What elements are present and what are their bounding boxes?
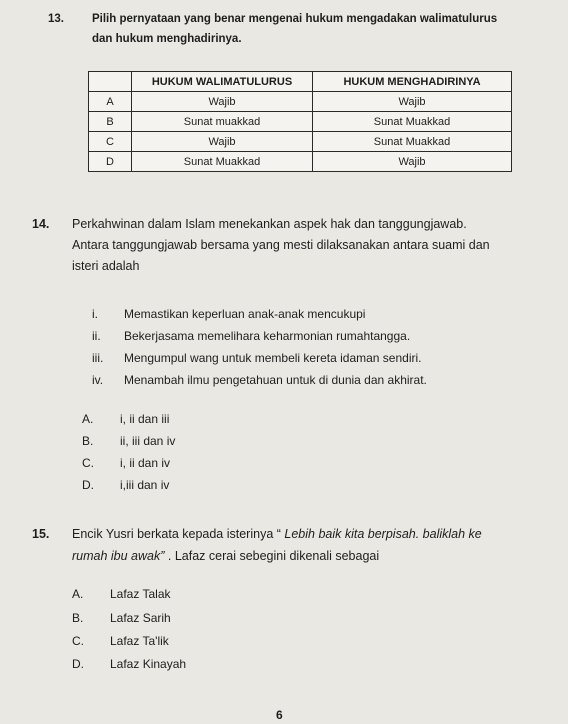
table-row xyxy=(89,152,512,172)
q15-stem-text-end: . Lafaz cerai sebegini dikenali sebagai xyxy=(164,549,380,563)
q14-roman-iv: iv. xyxy=(92,373,104,387)
q15-stem-quote: Lebih baik kita berpisah. baliklah ke xyxy=(284,527,482,541)
q13-answer-table xyxy=(88,71,512,172)
q14-stem-line1: Perkahwinan dalam Islam menekankan aspek hak dan tanggungjawab. xyxy=(72,217,467,231)
table-cell: Sunat muakkad xyxy=(132,112,313,132)
q13-stem-line2: dan hukum menghadirinya. xyxy=(92,33,242,45)
q13-stem-line1: Pilih pernyataan yang benar mengenai hukum mengadakan walimatulurus xyxy=(92,13,498,25)
table-header-cell: HUKUM WALIMATULURUS xyxy=(132,72,313,92)
table-cell: B xyxy=(89,112,132,132)
q15-option-b-letter: B. xyxy=(72,611,84,625)
table-cell: A xyxy=(89,92,132,112)
table-cell: Sunat Muakkad xyxy=(313,132,512,152)
page-number: 6 xyxy=(276,708,283,722)
q14-statement-iii: Mengumpul wang untuk membeli kereta idaman sendiri. xyxy=(124,351,422,365)
table-cell: C xyxy=(89,132,132,152)
q15-number: 15. xyxy=(32,527,50,541)
q14-roman-i: i. xyxy=(92,307,98,321)
q15-option-a-letter: A. xyxy=(72,587,84,601)
table-cell: Wajib xyxy=(313,152,512,172)
q14-stem-line3: isteri adalah xyxy=(72,259,140,273)
q15-stem-quote-end: rumah ibu awak” xyxy=(72,549,165,563)
table-cell: Wajib xyxy=(132,92,313,112)
q15-stem-line2 xyxy=(72,546,379,566)
q15-option-c-letter: C. xyxy=(72,634,84,648)
q15-option-b[interactable]: Lafaz Sarih xyxy=(110,611,171,625)
table-cell: Wajib xyxy=(313,92,512,112)
q14-option-b[interactable]: ii, iii dan iv xyxy=(120,434,176,448)
q14-statement-i: Memastikan keperluan anak-anak mencukupi xyxy=(124,307,366,321)
q15-stem-text: Encik Yusri berkata kepada isterinya “ xyxy=(72,527,285,541)
table-cell: Sunat Muakkad xyxy=(313,112,512,132)
table-row xyxy=(89,132,512,152)
q14-roman-ii: ii. xyxy=(92,329,101,343)
q14-statement-ii: Bekerjasama memelihara keharmonian rumahtangga. xyxy=(124,329,411,343)
q14-option-c-letter: C. xyxy=(82,456,94,470)
q14-option-d[interactable]: i,iii dan iv xyxy=(120,478,170,492)
q14-option-b-letter: B. xyxy=(82,434,94,448)
q14-option-c[interactable]: i, ii dan iv xyxy=(120,456,171,470)
q14-option-a[interactable]: i, ii dan iii xyxy=(120,412,170,426)
table-cell: D xyxy=(89,152,132,172)
q14-statement-iv: Menambah ilmu pengetahuan untuk di dunia dan akhirat. xyxy=(124,373,427,387)
table-row xyxy=(89,92,512,112)
q15-option-a[interactable]: Lafaz Talak xyxy=(110,587,171,601)
table-header-cell: HUKUM MENGHADIRINYA xyxy=(313,72,512,92)
table-header-cell xyxy=(89,72,132,92)
q14-number: 14. xyxy=(32,217,50,231)
q13-number: 13. xyxy=(48,13,64,25)
q15-option-d[interactable]: Lafaz Kinayah xyxy=(110,657,187,671)
table-cell: Wajib xyxy=(132,132,313,152)
q15-option-c[interactable]: Lafaz Ta'lik xyxy=(110,634,169,648)
q15-option-d-letter: D. xyxy=(72,657,84,671)
q14-roman-iii: iii. xyxy=(92,351,104,365)
q14-option-a-letter: A. xyxy=(82,412,94,426)
table-row xyxy=(89,112,512,132)
q14-option-d-letter: D. xyxy=(82,478,94,492)
q14-stem-line2: Antara tanggungjawab bersama yang mesti dilaksanakan antara suami dan xyxy=(72,238,490,252)
table-header-row xyxy=(89,72,512,92)
q15-stem-line1 xyxy=(72,524,482,544)
table-cell: Sunat Muakkad xyxy=(132,152,313,172)
